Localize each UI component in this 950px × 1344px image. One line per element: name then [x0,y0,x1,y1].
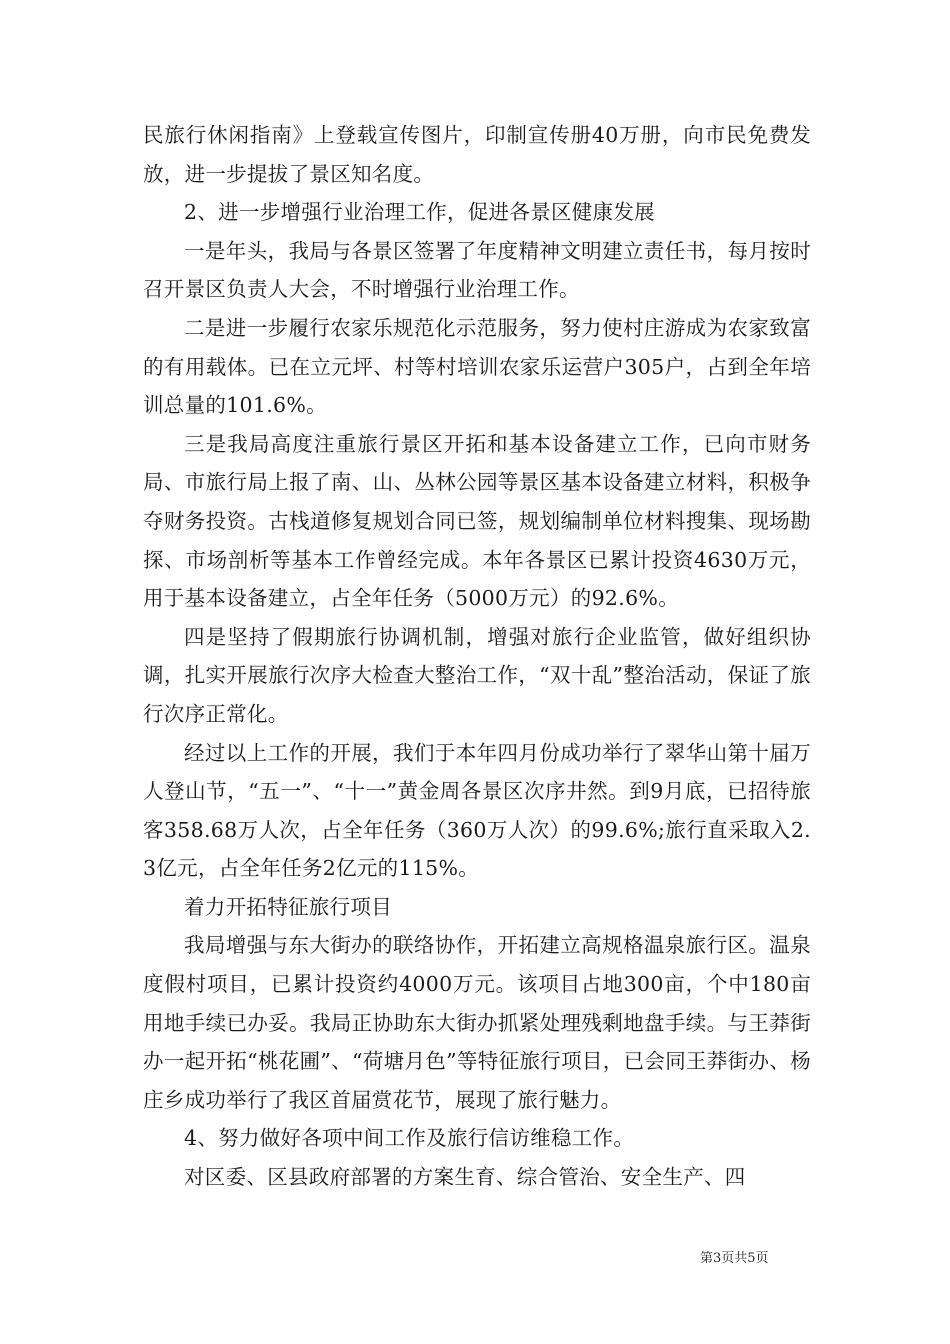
section-heading-4: 4、努力做好各项中间工作及旅行信访维稳工作。 [184,1126,635,1151]
section-heading-2: 2、进一步增强行业治理工作，促进各景区健康发展 [184,200,655,225]
paragraph-item-2: 二是进一步履行农家乐规范化示范服务，努力使村庄游成为农家致富的有用载体。已在立元坪、村等村培训农家乐运营户305户，占到全年培训总量的101.6%。 [143,315,811,418]
document-body [143,116,811,1197]
paragraph-continuation: 民旅行休闲指南》上登载宣传图片，印制宣传册40万册，向市民免费发放，进一步提拔了景区知名度。 [143,123,811,186]
page-number: 第3页共5页 [700,1251,769,1266]
paragraph-summary: 经过以上工作的开展，我们于本年四月份成功举行了翠华山第十届万人登山节，“五一”、“十一”黄金周各景区次序井然。到9月底，已招待旅客358.68万人次，占全年任务（360万人次）的99.6%;旅行直采取入2.3亿元，占全年任务2亿元的115%。 [143,740,811,881]
paragraph-truncated: 对区委、区县政府部署的方案生育、综合管治、安全生产、四 [184,1165,746,1190]
section-heading-3: 着力开拓特征旅行项目 [184,894,392,919]
paragraph-hot-spring: 我局增强与东大街办的联络协作，开拓建立高规格温泉旅行区。温泉度假村项目，已累计投资约4000万元。该项目占地300亩，个中180亩用地手续已办妥。我局正协助东大街办抓紧处理残剩地盘手续。与王莽街办一起开拓“桃花圃”、“荷塘月色”等特征旅行项目，已会同王莽街办、杨庄乡成功举行了我区首届赏花节，展现了旅行魅力。 [143,933,811,1112]
paragraph-item-4: 四是坚持了假期旅行协调机制，增强对旅行企业监管，做好组织协调，扎实开展旅行次序大检查大整治工作，“双十乱”整治活动，保证了旅行次序正常化。 [143,624,811,726]
paragraph-item-1: 一是年头，我局与各景区签署了年度精神文明建立责任书，每月按时召开景区负责人大会，不时增强行业治理工作。 [143,238,811,302]
paragraph-item-3: 三是我局高度注重旅行景区开拓和基本设备建立工作，已向市财务局、市旅行局上报了南、山、丛林公园等景区基本设备建立材料，积极争夺财务投资。古栈道修复规划合同已签，规划编制单位材料搜集、现场勘探、市场剖析等基本工作曾经完成。本年各景区已累计投资4630万元，用于基本设备建立，占全年任务（5000万元）的92.6%。 [143,431,811,611]
